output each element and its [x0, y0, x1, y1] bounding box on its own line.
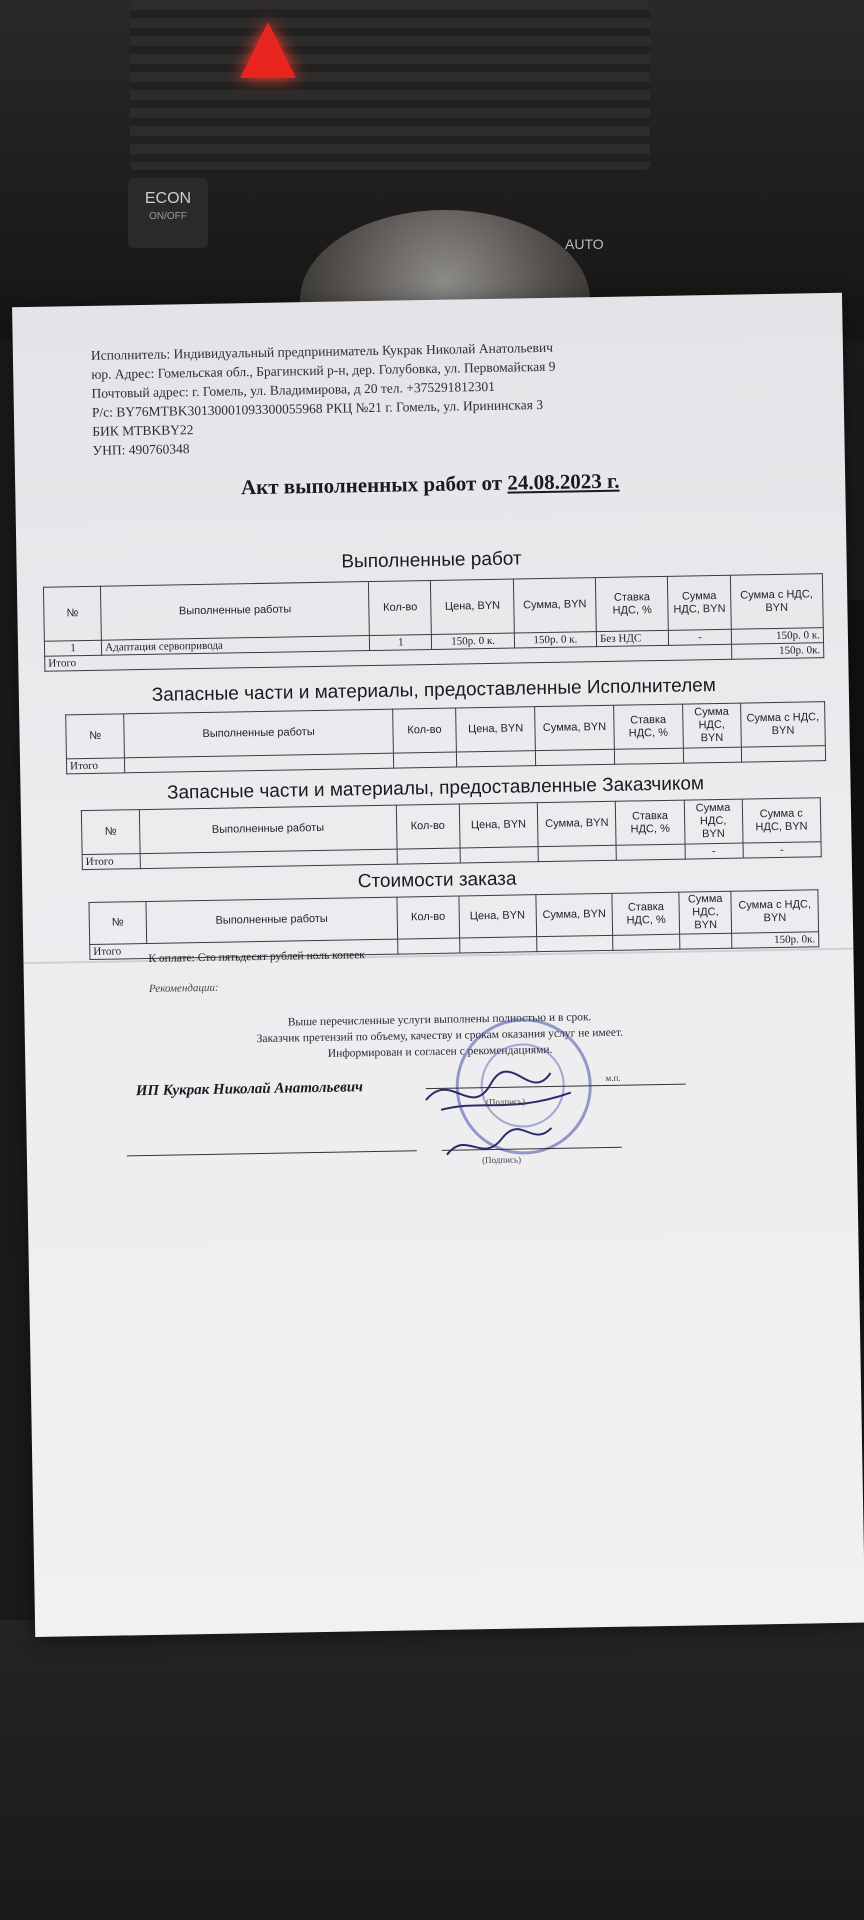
econ-label: ECON [144, 190, 192, 207]
signature-caption: (Подпись) [485, 1096, 526, 1108]
column-header: Кол-во [369, 580, 432, 635]
total-label: Итого [66, 758, 125, 774]
column-header: № [43, 586, 101, 641]
column-header: Сумма, BYN [535, 705, 615, 750]
column-header: Сумма НДС, BYN [684, 799, 743, 844]
column-header: Ставка НДС, % [595, 576, 668, 631]
column-header: Кол-во [397, 896, 460, 939]
note-line: Заказчик претензий по объему, качеству и срокам оказания услуг не имеет. [256, 1026, 624, 1046]
header-line: юр. Адрес: Гомельская обл., Брагинский р-н, дер. Голубовка, ул. Первомайская 9 [91, 358, 556, 382]
cell-total: 150р. 0 к. [731, 628, 824, 645]
signature-line-left [127, 1150, 417, 1156]
column-header: Сумма с НДС, BYN [741, 702, 826, 747]
cell-vat-rate: Без НДС [596, 630, 669, 646]
signature-scribble [420, 1057, 582, 1170]
auto-label: AUTO [565, 236, 604, 252]
column-header: Сумма НДС, BYN [682, 703, 741, 748]
column-header: Цена, BYN [459, 895, 537, 938]
executor-details [91, 336, 653, 460]
column-header: Выполненные работы [124, 709, 393, 758]
column-header: Цена, BYN [431, 579, 514, 634]
header-line: Р/с: BY76MTBK30130001093300055968 РКЦ №21 г. Гомель, ул. Ирининская 3 [91, 396, 544, 420]
stamp-place-label: м.п. [605, 1072, 621, 1084]
section-title-works: Выполненные работ [341, 548, 522, 573]
executor-parts-table [65, 701, 826, 774]
total-label: Итого [45, 644, 732, 671]
column-header: Сумма, BYN [537, 801, 616, 846]
column-header: Выполненные работы [139, 805, 396, 853]
works-table [43, 573, 824, 672]
column-header: Ставка НДС, % [616, 800, 685, 845]
cell-vat-sum: - [685, 843, 743, 859]
cell-vat-sum: - [669, 629, 731, 645]
column-header: № [66, 714, 125, 759]
header-line: УНП: 490760348 [92, 441, 190, 458]
completion-notes [24, 1005, 855, 1067]
column-header: Выполненные работы [146, 897, 398, 943]
column-header: Сумма, BYN [535, 893, 613, 936]
column-header: № [89, 902, 147, 945]
column-header: Сумма НДС, BYN [679, 891, 732, 934]
title-date: 24.08.2023 г. [507, 468, 620, 495]
note-line: Информирован и согласен с рекомендациями. [327, 1043, 553, 1060]
section-title-order-cost: Стоимости заказа [357, 868, 517, 893]
column-header: Сумма, BYN [513, 578, 596, 633]
header-line: Почтовый адрес: г. Гомель, ул. Владимирова, д 20 тел. +375291812301 [91, 378, 496, 401]
section-title-executor-parts: Запасные части и материалы, предоставленные Исполнителем [151, 675, 717, 706]
header-line: Исполнитель: Индивидуальный предприниматель Кукрак Николай Анатольевич [90, 339, 554, 363]
payment-amount: К оплате: Сто пятьдесят рублей ноль копеек [148, 949, 365, 965]
column-header: Сумма с НДС, BYN [731, 890, 819, 934]
column-header: Цена, BYN [456, 707, 536, 752]
signer-name: ИП Кукрак Николай Анатольевич [135, 1079, 364, 1100]
title-prefix: Акт выполненных работ от [240, 470, 508, 500]
column-header: Выполненные работы [101, 582, 370, 641]
column-header: Кол-во [396, 804, 460, 849]
air-vent [130, 0, 650, 170]
cell-work-name: Адаптация сервопривода [102, 636, 370, 656]
hazard-icon [240, 22, 296, 78]
column-header: Кол-во [392, 708, 456, 753]
cell-price: 150р. 0 к. [432, 633, 515, 649]
total-value: 150р. 0к. [731, 643, 824, 660]
document-title [15, 465, 845, 504]
column-header: Цена, BYN [459, 803, 538, 848]
cell-total: - [743, 842, 822, 858]
section-title-customer-parts: Запасные части и материалы, предоставленные Заказчиком [166, 773, 705, 804]
total-label: Итого [82, 854, 140, 870]
cell-sum: 150р. 0 к. [514, 632, 597, 648]
econ-button [128, 178, 208, 248]
total-value: 150р. 0к. [732, 932, 819, 949]
console-bottom-background [0, 1620, 864, 1920]
column-header: Ставка НДС, % [612, 892, 680, 935]
column-header: Ставка НДС, % [614, 704, 683, 749]
column-header: Сумма с НДС, BYN [730, 574, 823, 630]
recommendations-label: Рекомендации: [148, 981, 219, 995]
note-line: Выше перечисленные услуги выполнены полностью и в срок. [287, 1011, 592, 1029]
column-header: Сумма НДС, BYN [668, 575, 731, 630]
act-document [12, 293, 864, 1637]
total-label: Итого [90, 939, 398, 959]
econ-sub-label: ON/OFF [149, 211, 187, 222]
signature-caption: (Подпись) [481, 1154, 522, 1166]
customer-parts-table [81, 797, 822, 870]
header-line: БИК MTBKBY22 [92, 422, 194, 439]
cell-num: 1 [44, 640, 101, 656]
cell-qty: 1 [370, 634, 432, 650]
column-header: № [81, 810, 140, 855]
column-header: Сумма с НДС, BYN [742, 798, 821, 843]
